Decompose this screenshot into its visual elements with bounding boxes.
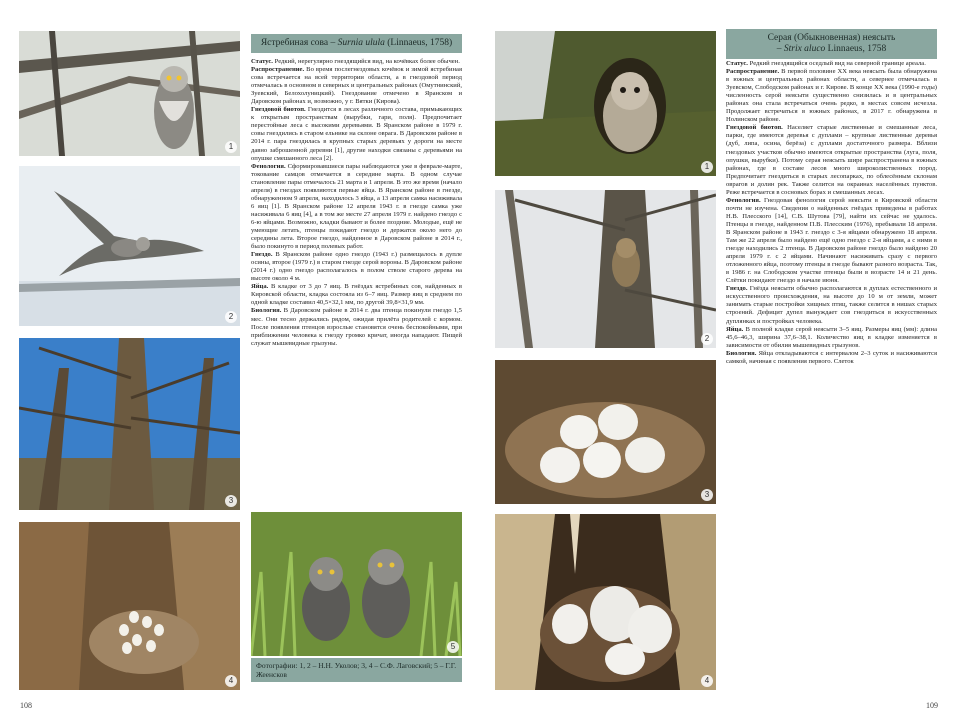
- tawny-eggs-image: [495, 360, 716, 504]
- photo-number: 5: [447, 641, 459, 653]
- species-text: [726, 60, 937, 366]
- photo-tawny-owl-hollow: [495, 31, 716, 176]
- species-author: (Linnaeus, 1758): [387, 38, 453, 48]
- photo-tawny-owl-tree: [495, 190, 716, 348]
- species-latin: Surnia ulula: [337, 38, 385, 48]
- paragraph-status: Статус. Редкий, нерегулярно гнездящийся вид, на кочёвках более обычен.: [251, 58, 460, 65]
- species-latin: Strix aluco: [783, 44, 826, 54]
- page-number: 109: [926, 701, 938, 710]
- paragraph-status: Статус. Редкий гнездящийся оседлый вид на северной границе ареала.: [726, 60, 926, 67]
- photo-eggs-in-hollow: [19, 522, 240, 690]
- species-header: Ястребиная сова – Surnia ulula (Linnaeus, 1758): [251, 34, 462, 53]
- species-header: Серая (Обыкновенная) неясыть – Strix aluco Linnaeus, 1758: [726, 29, 937, 59]
- page-number: 108: [20, 701, 32, 710]
- photo-number: 1: [701, 161, 713, 173]
- tawny-owl-hollow-image: [495, 31, 716, 176]
- paragraph-nest: Гнездо. Гнёзда неясыти обычно располагаются в дуплах естественного и искусственного происхождения, на высоте до 10 м от земли, может занимать старые постройки хищных птиц, также селится в нишах старых строений. Дефицит дупел вынуждает сов гнездиться в искусственных дуплянках и постройках человека.: [726, 285, 937, 325]
- nest-tree-image: [19, 338, 240, 510]
- hawk-owl-chicks-image: [251, 512, 462, 656]
- paragraph-nest: Гнездо. В Яранском районе одно гнездо (1943 г.) размещалось в дупле осины, второе (1979 г.) в старом гнезде серой вороны. В Даровском районе (2014 г.) одно гнездо располагалось в полом стволе старого дерева на высоте около 4 м.: [251, 251, 462, 283]
- photo-number: 1: [225, 141, 237, 153]
- tawny-owl-tree-image: [495, 190, 716, 348]
- photo-number: 2: [701, 333, 713, 345]
- eggs-in-hollow-image: [19, 522, 240, 690]
- photo-credits: Фотографии: 1, 2 – Н.Н. Уколов; 3, 4 – С.Ф. Лаговский; 5 – Г.Г. Жеенсков: [251, 658, 462, 682]
- photo-number: 3: [225, 495, 237, 507]
- photo-number: 2: [225, 311, 237, 323]
- paragraph-distribution: Распространение. В первой половине XX века неясыть была обнаружена в южных и центральных районах области, а севернее отмечалась в Зуевском, Слободском районах и г. Кирове. В конце XX века (1990-е годы) численность серой неясыти существенно снизилась и в центральных районах она стала встречаться очень редко, в местах совсем исчезла. Продолжает встречаться в южных районах, в 2017 г. обнаружена в Нолинском районе.: [726, 68, 937, 124]
- paragraph-biology: Биология. В Даровском районе в 2014 г. два птенца покинули гнездо 1,5 мес. Они тесно держались рядом, ожидая прилёта родителей с кормом. После появления птенцов взрослые становятся очень беспокойными, при приближении человека к гнезду громко кричат, иногда нападают. Пищей служат мышевидные грызуны.: [251, 307, 462, 347]
- species-text: [251, 58, 462, 348]
- paragraph-distribution: Распространение. Во время послегнездовых кочёвок и зимой ястребиная сова встречается на всей территории области, а в гнездовой период отмечалась в основном в северных и центральных районах (Омутнинский, Зуевский, Белохолуницкий). Гнездование отмечено в Яранском и Даровском районах и, возможно, у г. Вятки (Кирова).: [251, 66, 462, 106]
- hawk-owl-flying-image: [19, 166, 240, 326]
- species-name: Ястребиная сова: [260, 38, 329, 48]
- photo-tawny-chicks: [495, 514, 716, 690]
- paragraph-phenology: Фенология. Сформировавшиеся пары наблюдаются уже в феврале-марте, токование самцов отмечается в середине марта. В одном случае становление пары отмечалось 21 марта и 1 апреля. В это же время (начало апреля) в гнездах появляются первые яйца. В Яранском районе в гнезде, обнаруженном 9 апреля, находилось 3 яйца, а 13 апреля самка насиживала 6 яиц [1]. В Яранском районе 12 апреля 1943 г. в гнезде самка уже насиживала 6 яиц [4], а в том же месте 27 апреля 1979 г. найдено гнездо с 6-ю яйцами. Возможно, кладки бывают и более поздние. Молодые, ещё не умеющие летать, птенцы покидают гнездо и держатся около него до середины лета. Второе гнездо, найденное в Даровском районе в 2014 г., было покинуто в период полевых работ.: [251, 162, 462, 251]
- paragraph-eggs: Яйца. В кладке от 3 до 7 яиц. В гнёздах ястребиных сов, найденных в Кировской области, кладка состояла из 6–7 яиц. Размер яиц в среднем по одной кладке составил 40,5×32,1 мм, по другой 39,8×31,9 мм.: [251, 283, 462, 307]
- photo-number: 4: [225, 675, 237, 687]
- paragraph-biology: Биология. Яйца откладываются с интервалом 2–3 суток и насиживаются самкой, начиная с появления первого. Слеток: [726, 349, 937, 365]
- photo-number: 3: [701, 489, 713, 501]
- photo-tawny-eggs: [495, 360, 716, 504]
- tawny-chicks-image: [495, 514, 716, 690]
- species-author: Linnaeus, 1758: [827, 44, 887, 54]
- paragraph-phenology: Фенология. Гнездовая фенология серой неясыти в Кировской области почти не изучена. Сведения о найденных гнёздах приведены в работах Н.В. Плесского [14], С.В. Шутова [79], найти их сейчас не удалось. Птенцы в гнезде, найденном П.В. Плесским (1976), пребывали 18 апреля. В Яранском районе в 1943 г. гнездо с 3-я яйцами обнаружено 18 апреля. Там же 22 апреля было найдено ещё одно гнездо с 2-я яйцами, а с ними в гнезде находились 2 птенца. В Даровском районе гнездо было найдено 20 апреля 1979 г. с 2 яйцами. Начинают насиживать сразу с первого отложенного яйца, поэтому птенцы в гнезде бывают разного возраста. Так, в 1986 г. на Слободском участке птенцы были в возрасте 14 и 21 день. Слётки покидают гнездо в начале июня.: [726, 196, 937, 285]
- paragraph-habitat: Гнездовой биотоп. Гнездится в лесах различного состава, примыкающих к открытым пространствам (вырубки, гари, поля). Предпочитает перестойные леса с высокими деревьями. В Яранском районе в 1979 г. совы гнездились в старом ельнике на склоне оврага. В Даровском районе в 2014 г. пара гнездилась в крупных старых деревьях у дороги на месте давно заброшенной деревни [1], другие находки связаны с деревьями на опушке смешанного леса [2].: [251, 106, 462, 162]
- photo-number: 4: [701, 675, 713, 687]
- photo-hawk-owl-flying: [19, 166, 240, 326]
- right-page: [480, 0, 960, 720]
- paragraph-eggs: Яйца. В полной кладке серой неясыти 3–5 яиц. Размеры яиц (мм): длина 45,6–46,3, ширина 37,6–38,1. Количество яиц в кладке изменяется в зависимости от обилия мышевидных грызунов.: [726, 325, 937, 349]
- hawk-owl-perched-image: [19, 31, 240, 156]
- photo-nest-tree: [19, 338, 240, 510]
- photo-hawk-owl-perched: [19, 31, 240, 156]
- photo-hawk-owl-chicks: [251, 512, 462, 656]
- species-name: Серая (Обыкновенная) неясыть: [767, 33, 896, 43]
- paragraph-habitat: Гнездовой биотоп. Населяет старые лиственные и смешанные леса, парки, где имеются деревья с дуплами – крупные лиственные деревья (дуб, липа, осина, берёза) с дуплами достаточного размера. Вблизи гнездовых участков обычно имеются открытые пространства (луга, поля, опушки, вырубки). Потому серая неясыть шире распространена в южных районах, где в составе лесов много широколиственных пород. Предпочитает гнездиться в старых лесопарках, по облесённым склонам оврагов и долин рек. Также селится на окраинах населённых пунктов. Реже встречается в сосновых борах и смешанных лесах.: [726, 124, 937, 196]
